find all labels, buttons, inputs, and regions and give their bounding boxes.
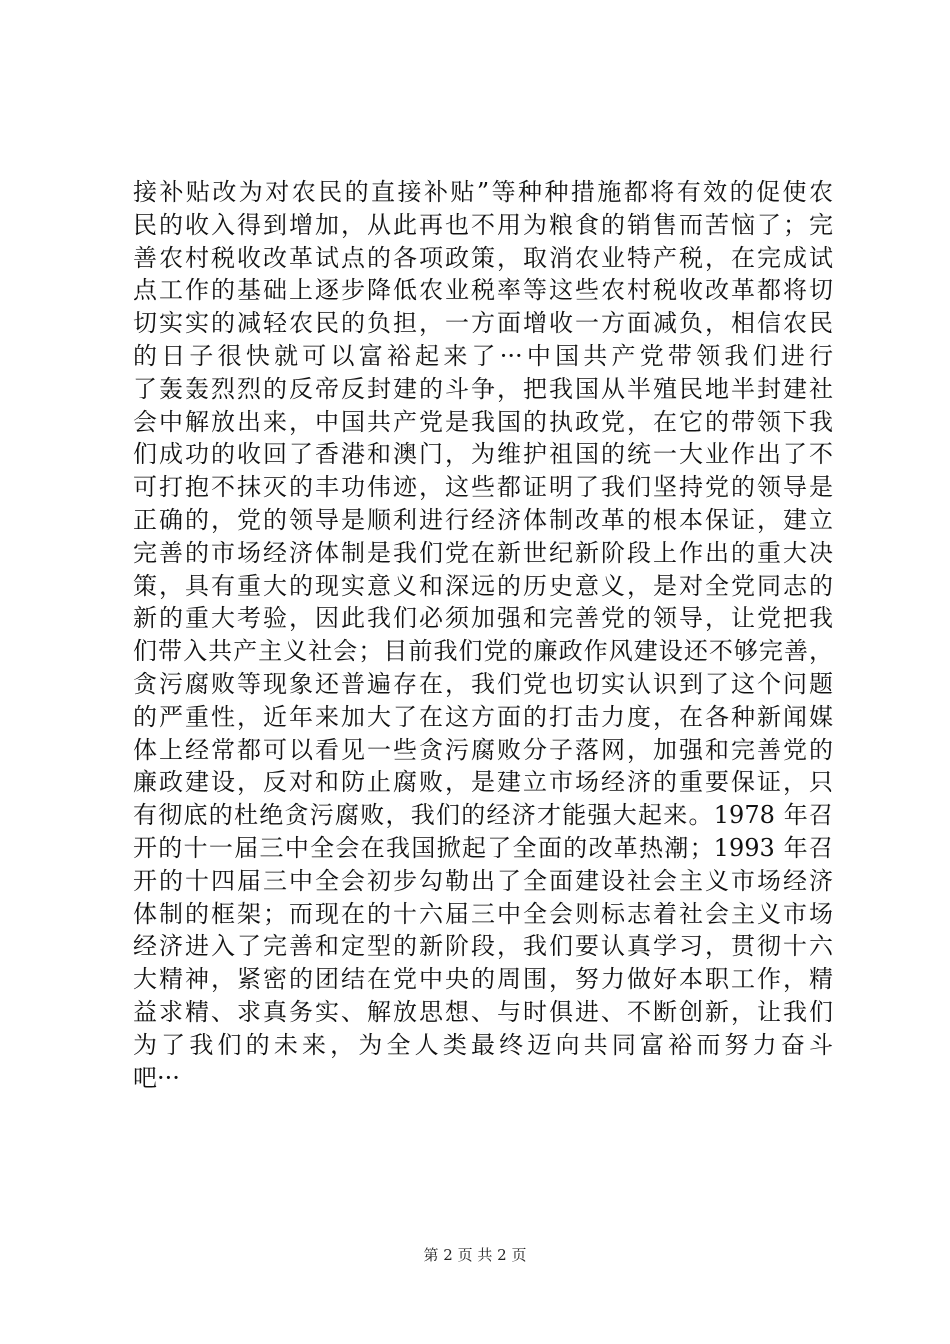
text-line: 了轰轰烈烈的反帝反封建的斗争，把我国从半殖民地半封建社 <box>133 374 833 403</box>
text-line: 正确的，党的领导是顺利进行经济体制改革的根本保证，建立 <box>133 505 833 534</box>
text-line: 贪污腐败等现象还普遍存在，我们党也切实认识到了这个问题 <box>133 669 833 698</box>
text-line: 新的重大考验，因此我们必须加强和完善党的领导，让党把我 <box>133 604 833 633</box>
text-line: 开的十四届三中全会初步勾勒出了全面建设社会主义市场经济 <box>133 866 833 895</box>
text-line: 体上经常都可以看见一些贪污腐败分子落网，加强和完善党的 <box>133 735 833 764</box>
text-line: 切实实的减轻农民的负担，一方面增收一方面减负，相信农民 <box>133 309 833 338</box>
text-line: 会中解放出来，中国共产党是我国的执政党，在它的带领下我 <box>133 407 833 436</box>
body-text <box>133 176 833 1094</box>
text-line: 接补贴改为对农民的直接补贴”等种种措施都将有效的促使农 <box>133 178 833 206</box>
text-line: 大精神，紧密的团结在党中央的周围，努力做好本职工作，精 <box>133 965 833 994</box>
text-line: 的日子很快就可以富裕起来了···中国共产党带领我们进行 <box>133 341 833 370</box>
text-line: 策，具有重大的现实意义和深远的历史意义，是对全党同志的 <box>133 571 833 600</box>
text-line: 开的十一届三中全会在我国掀起了全面的改革热潮；1993 年召 <box>133 833 833 862</box>
text-line: 们带入共产主义社会；目前我们党的廉政作风建设还不够完善， <box>133 637 833 666</box>
page-number-footer: 第 2 页 共 2 页 <box>423 1246 527 1264</box>
text-line: 吧··· <box>133 1063 180 1092</box>
text-line: 益求精、求真务实、解放思想、与时俱进、不断创新，让我们 <box>133 997 833 1026</box>
text-line: 的严重性，近年来加大了在这方面的打击力度，在各种新闻媒 <box>133 702 833 731</box>
text-line: 可打抱不抹灭的丰功伟迹，这些都证明了我们坚持党的领导是 <box>133 473 833 502</box>
text-line: 完善的市场经济体制是我们党在新世纪新阶段上作出的重大决 <box>133 538 833 567</box>
text-line: 们成功的收回了香港和澳门，为维护祖国的统一大业作出了不 <box>133 440 833 469</box>
text-line: 点工作的基础上逐步降低农业税率等这些农村税收改革都将切 <box>133 276 833 305</box>
text-line: 有彻底的杜绝贪污腐败，我们的经济才能强大起来。1978 年召 <box>133 801 833 830</box>
text-line: 善农村税收改革试点的各项政策，取消农业特产税，在完成试 <box>133 243 833 272</box>
text-line: 体制的框架；而现在的十六届三中全会则标志着社会主义市场 <box>133 899 833 928</box>
text-line: 为了我们的未来，为全人类最终迈向共同富裕而努力奋斗 <box>133 1030 833 1059</box>
text-line: 廉政建设，反对和防止腐败，是建立市场经济的重要保证，只 <box>133 768 833 797</box>
text-line: 民的收入得到增加，从此再也不用为粮食的销售而苦恼了；完 <box>133 210 833 239</box>
text-line: 经济进入了完善和定型的新阶段，我们要认真学习，贯彻十六 <box>133 932 833 961</box>
